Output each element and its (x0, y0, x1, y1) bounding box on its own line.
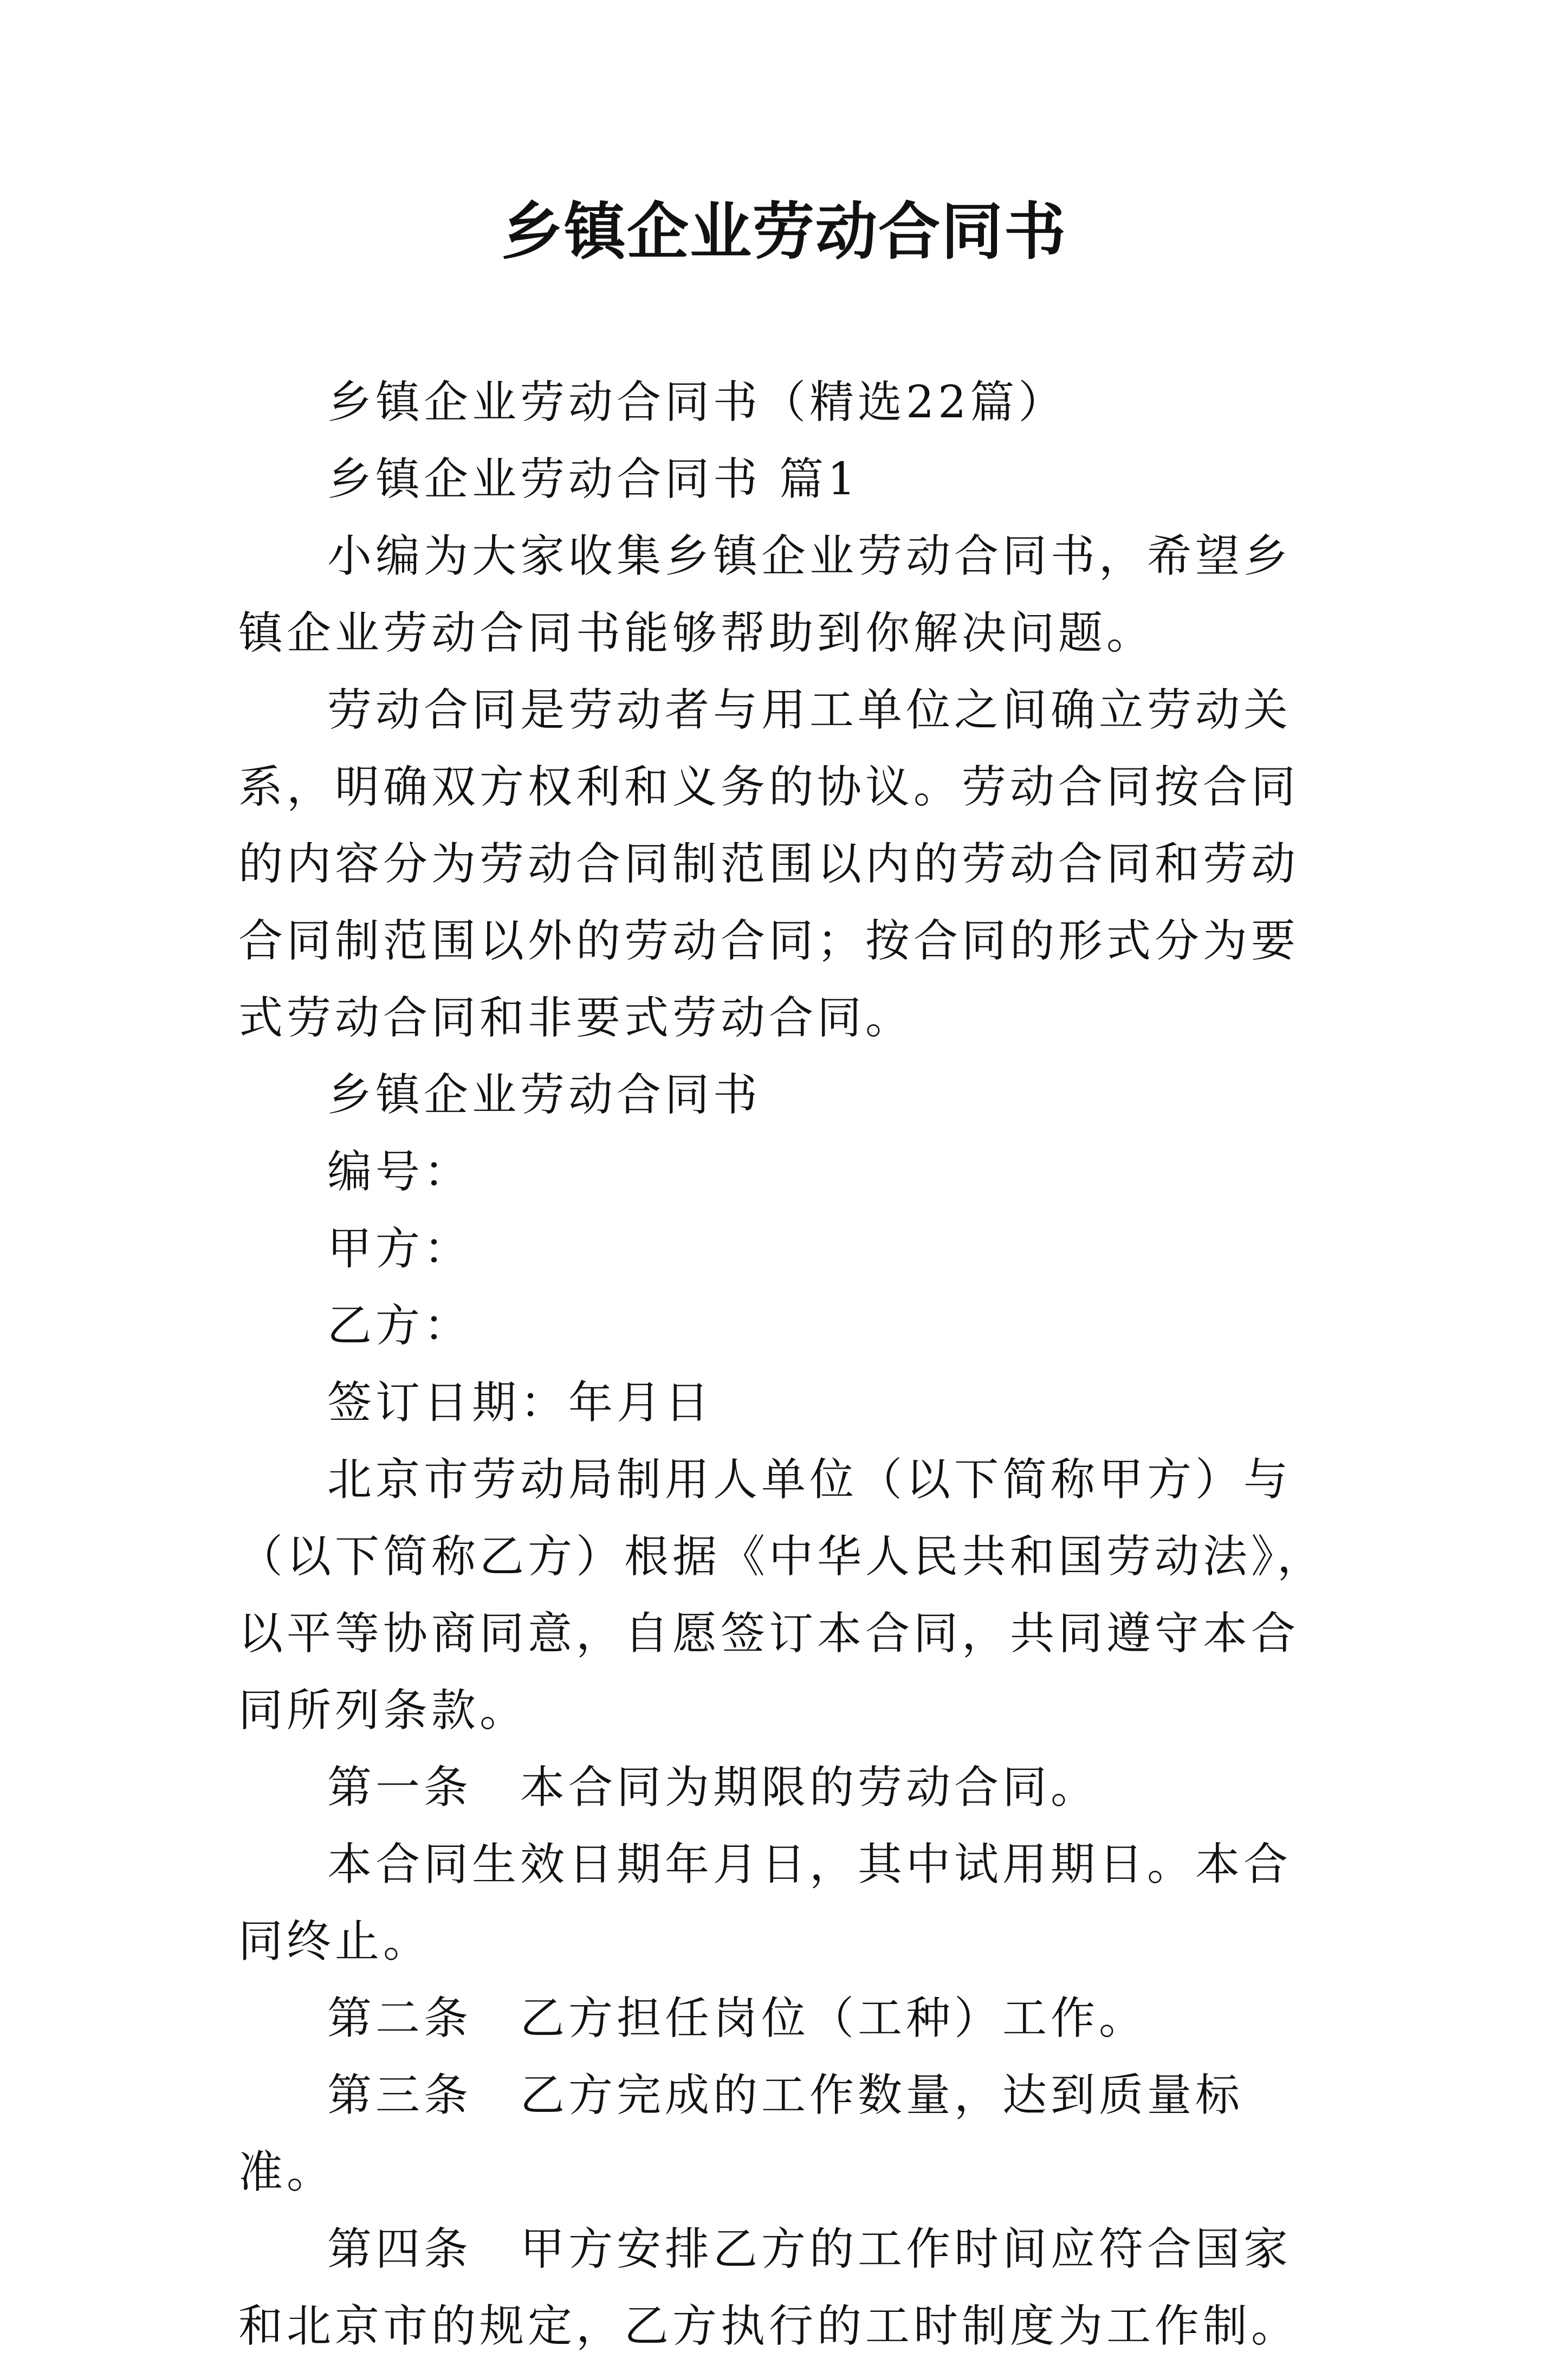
field-number: 编号： (327, 1146, 472, 1198)
paragraph-contract-title: 乡镇企业劳动合同书 (327, 1069, 762, 1121)
article-3: 第三条 乙方完成的工作数量，达到质量标准。 (238, 2070, 1244, 2198)
paragraph-effective-date: 本合同生效日期年月日，其中试用期日。本合同终止。 (238, 1839, 1292, 1967)
paragraph-intro: 小编为大家收集乡镇企业劳动合同书，希望乡镇企业劳动合同书能够帮助到你解决问题。 (238, 531, 1292, 659)
paragraph-preamble: 北京市劳动局制用人单位（以下简称甲方）与（以下简称乙方）根据《中华人民共和国劳动法》，以平等协商同意，自愿签订本合同，共同遵守本合同所列条款。 (238, 1454, 1326, 1736)
article-4: 第四条 甲方安排乙方的工作时间应符合国家和北京市的规定，乙方执行的工时制度为工作制。 (238, 2224, 1300, 2352)
document-body (238, 364, 1333, 2365)
field-sign-date: 签订日期：年月日 (327, 1377, 714, 1429)
article-2: 第二条 乙方担任岗位（工种）工作。 (327, 1993, 1148, 2044)
paragraph-section-heading: 乡镇企业劳动合同书 篇1 (327, 454, 860, 505)
field-party-b: 乙方： (327, 1300, 472, 1352)
article-1: 第一条 本合同为期限的劳动合同。 (327, 1762, 1099, 1813)
paragraph-collection-title: 乡镇企业劳动合同书（精选22篇） (327, 377, 1067, 428)
document-title: 乡镇企业劳动合同书 (501, 195, 1067, 268)
field-party-a: 甲方： (327, 1223, 472, 1275)
paragraph-definition: 劳动合同是劳动者与用工单位之间确立劳动关系，明确双方权利和义务的协议。劳动合同按合同的内容分为劳动合同制范围以内的劳动合同和劳动合同制范围以外的劳动合同；按合同的形式分为要式劳动合同和非要式劳动合同。 (238, 684, 1300, 1044)
